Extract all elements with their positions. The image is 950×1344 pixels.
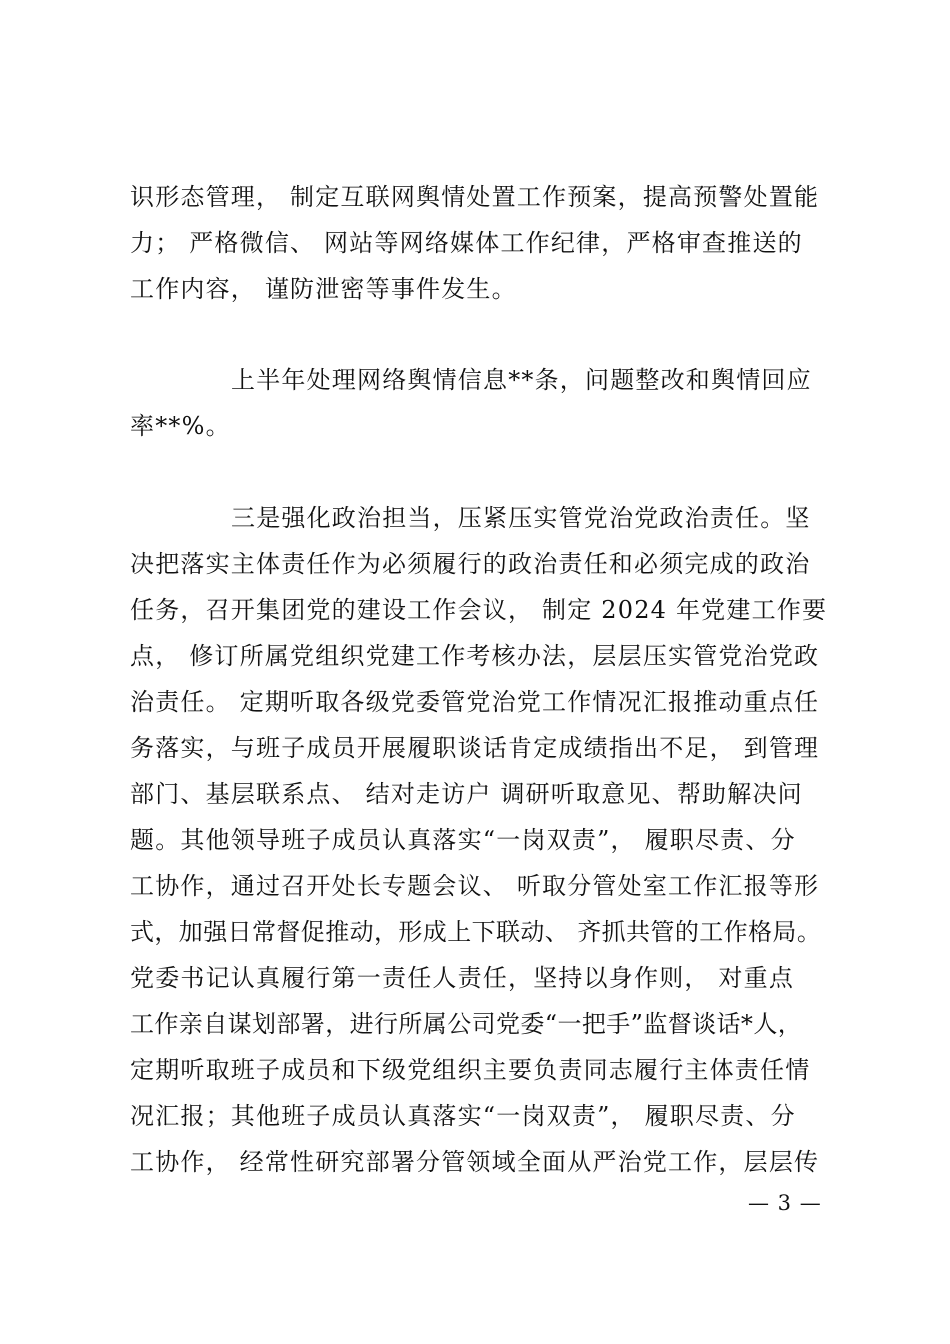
text-line: 识形态管理， 制定互联网舆情处置工作预案，提高预警处置能 (130, 183, 820, 211)
text-line: 题。其他领导班子成员认真落实“一岗双责”， 履职尽责、分 (130, 826, 796, 854)
text-line: 点， 修订所属党组织党建工作考核办法，层层压实管党治党政 (130, 642, 820, 670)
text-line: 决把落实主体责任作为必须履行的政治责任和必须完成的政治 (130, 550, 811, 578)
text-line: 工协作， 经常性研究部署分管领域全面从严治党工作，层层传 (130, 1148, 820, 1176)
text-line: 工作亲自谋划部署，进行所属公司党委“一把手”监督谈话*人， (130, 1010, 803, 1038)
text-line: 部门、基层联系点、 结对走访户 调研听取意见、帮助解决问 (130, 780, 803, 808)
text-line: 上半年处理网络舆情信息**条，问题整改和舆情回应 (231, 366, 812, 394)
text-line: 式，加强日常督促推动，形成上下联动、 齐抓共管的工作格局。 (130, 918, 822, 946)
text-line: 党委书记认真履行第一责任人责任，坚持以身作则， 对重点 (130, 964, 795, 992)
text-line: 务落实，与班子成员开展履职谈话肯定成绩指出不足， 到管理 (130, 734, 820, 762)
text-line: 工作内容， 谨防泄密等事件发生。 (130, 275, 517, 303)
text-line: 工协作，通过召开处长专题会议、 听取分管处室工作汇报等形 (130, 872, 820, 900)
text-line: 治责任。 定期听取各级党委管党治党工作情况汇报推动重点任 (130, 688, 820, 716)
text-line: 率**%。 (130, 412, 231, 440)
text-line: 三是强化政治担当，压紧压实管党治党政治责任。坚 (231, 504, 811, 532)
text-line: 况汇报；其他班子成员认真落实“一岗双责”， 履职尽责、分 (130, 1102, 796, 1130)
text-line: 力； 严格微信、 网站等网络媒体工作纪律，严格审查推送的 (130, 229, 803, 257)
text-line: 任务，召开集团党的建设工作会议， 制定 2024 年党建工作要 (130, 596, 828, 624)
text-line: 定期听取班子成员和下级党组织主要负责同志履行主体责任情 (130, 1056, 811, 1084)
page-number: — 3 — (748, 1191, 822, 1215)
